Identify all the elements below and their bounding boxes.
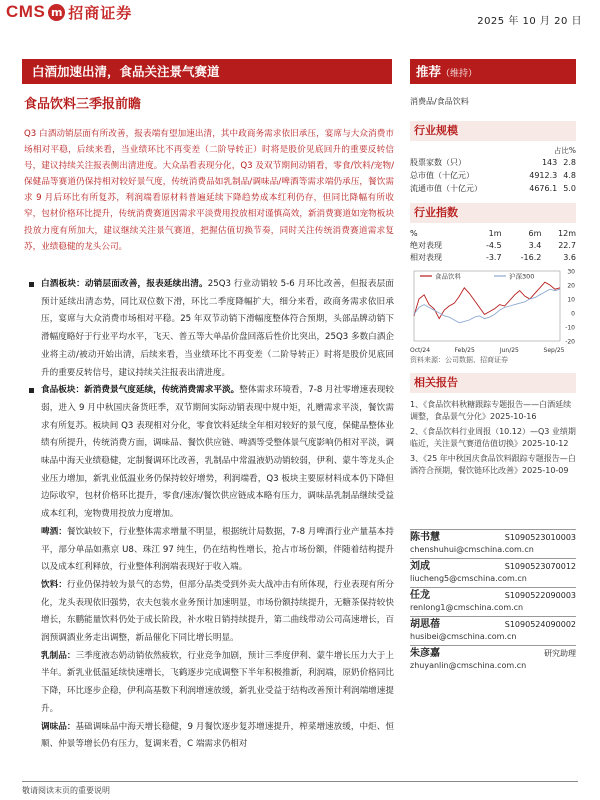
- bullet-food: [24, 382, 394, 524]
- perf-header-cell: 1m: [488, 228, 502, 238]
- analyst-card: [410, 558, 576, 587]
- y-tick-label: 30: [567, 268, 575, 276]
- scale-label: 流通市值（十亿元）: [410, 184, 482, 193]
- analyst-id: S1090523070012: [504, 562, 576, 571]
- rating-banner: [410, 59, 576, 84]
- related-reports-header: 相关报告: [410, 373, 576, 393]
- index-chart: [410, 265, 576, 355]
- scale-value: 4912.3: [529, 171, 558, 180]
- analyst-row: [410, 532, 576, 544]
- analyst-row: [410, 590, 576, 602]
- analyst-name: 朱彦嘉: [410, 648, 440, 659]
- headline-banner: 白酒加速出清，食品关注景气赛道: [22, 59, 392, 84]
- scale-value: 4676.1: [529, 184, 558, 193]
- y-tick-label: 20: [567, 282, 575, 290]
- bullet-baijiu: [24, 276, 394, 382]
- footer-note: 敬请阅读末页的重要说明: [22, 786, 110, 795]
- analyst-list: [410, 529, 576, 674]
- sub-item-beverage: [24, 577, 394, 648]
- x-tick-label: Feb/25: [454, 347, 475, 354]
- analyst-email[interactable]: zhuyanlin@cmschina.com.cn: [410, 661, 527, 670]
- bullet-text: 25Q3 行业动销较 5-6 月环比改善，但报表层面预计延续出清态势，同比双位数下滑，环比二季度降幅扩大，细分来看，政商务需求依旧承压，宴席与大众消费市场相对平稳。25 年双节动销下滑幅度整体符合预期，头部品牌动销下滑幅度略好于行业平均水平，飞天、普五等大单品价盘回落后性价比突出，25Q3 多数白酒企业将主动/被动开始出清，后续来看，当业绩环比不再变差（二阶导转正）时将是股价见底回升的重要反转信号，建议持续关注报表出清进度。: [41, 279, 394, 378]
- sub-text: 基础调味品中海天增长稳健，9 月餐饮逐步复苏增速提升，榨菜增速放缓，中炬、恒顺、仲景等增长仍有压力，复调来看，C 端需求仍相对: [41, 721, 394, 750]
- x-tick-label: Oct/24: [410, 347, 431, 354]
- report-date: 2025 年 10 月 20 日: [477, 16, 582, 27]
- perf-value: 22.7: [558, 240, 576, 250]
- scale-row: [410, 169, 576, 182]
- index-chart-svg: [410, 265, 576, 355]
- perf-label: 相对表现: [410, 252, 442, 262]
- bullet-head: 食品板块：新消费景气度延续，传统消费需求平淡。: [41, 385, 240, 396]
- sub-item-dairy: [24, 648, 394, 719]
- body-bullets: [24, 276, 394, 754]
- y-tick-label: -20: [565, 338, 575, 346]
- analyst-id: 研究助理: [544, 649, 576, 658]
- perf-value: 3.4: [528, 240, 542, 250]
- related-report-item[interactable]: 3、《25 年中秋国庆食品饮料跟踪专题报告—白酒符合预期，餐饮链环比改善》2025-10-09: [410, 454, 576, 475]
- y-tick-label: 10: [567, 296, 575, 304]
- scale-row: [410, 182, 576, 195]
- analyst-email[interactable]: husibei@cmschina.com.cn: [410, 632, 517, 641]
- sidebar: [410, 84, 576, 480]
- scale-value: 143: [541, 158, 558, 167]
- logo-chinese: 招商证券: [68, 3, 133, 22]
- perf-row: [410, 251, 576, 263]
- series-line-1: [414, 289, 560, 323]
- sub-item-condiment: [24, 719, 394, 754]
- analyst-name: 刘成: [410, 561, 430, 572]
- chart-source: 资料来源：公司数据、招商证券: [410, 356, 508, 364]
- sub-text: 行业仍保持较为景气的态势，但部分品类受到外卖大战冲击有所体现，行业表现有所分化，龙头表现依旧强势，农夫包装水业务预计加速明显，市场份额持续提升，无糖茶保持较快增长，东鹏能量饮料仍处于成长阶段，补水啦日销持续提升，第二曲线带动公司高速增长，百润预调酒业务走出调整，新品催化下同比增长明显。: [41, 579, 394, 644]
- analyst-card: [410, 587, 576, 616]
- analyst-card: [410, 529, 576, 558]
- legend-label: 沪深300: [509, 272, 535, 281]
- perf-value: 3.6: [563, 252, 576, 262]
- analyst-id: S1090522090003: [504, 591, 576, 600]
- report-title: 食品饮料三季报前瞻: [24, 97, 142, 112]
- sub-item-beer: [24, 524, 394, 577]
- analyst-row: [410, 561, 576, 573]
- performance-table: [410, 227, 576, 263]
- sub-head: 调味品：: [41, 721, 76, 732]
- sub-text: 三季度液态奶动销依然疲软，行业竞争加剧，预计三季度伊利、蒙牛增长压力大于上半年。新乳业低温延续快速增长，飞鹤逐步完成调整下半年积极推新，利润端，原奶价格同比下降，环比逐步企稳，伊利高基数下利润增速放缓，新乳业受益于结构改善预计利润端增速提升。: [41, 650, 394, 714]
- scale-pct: 4.8: [563, 171, 576, 180]
- industry-scale-header: 行业规模: [410, 121, 576, 141]
- x-tick-label: Jun/25: [499, 347, 519, 354]
- summary-paragraph: Q3 白酒动销层面有所改善，报表端有望加速出清，其中政商务需求依旧承压，宴席与大众消费市场相对平稳，后续来看，当业绩环比不再变差（二阶导转正）时将是股价见底回升的重要反转信号，建议持续关注报表侧出清进度。大众品看表现分化，Q3 及双节期间动销看，零食/饮料/宠物/保健品等赛道仍保持相对较好景气度，传统消费品如乳制品/调味品/啤酒等需求端仍承压，餐饮需求 9 月后环比有所复苏，利润端看原材料普遍延续下降趋势成本红利仍存，但同比降幅有所收窄，包材价格环比提升，传统消费赛道因需求平淡费用投放相对谨慎高效，新消费赛道如宠物板块投放力度有所加大，建议继续关注景气赛道，把握估值切换节奏，同时关注传统消费赛道需求复苏，业绩稳健的龙头公司。: [24, 129, 394, 252]
- related-reports-list: [410, 399, 576, 476]
- scale-row: [410, 156, 576, 169]
- perf-row: [410, 239, 576, 251]
- analyst-name: 胡思蓓: [410, 619, 440, 630]
- analyst-row: [410, 619, 576, 631]
- sector-label: 消费品/食品饮料: [410, 97, 469, 106]
- analyst-card: [410, 616, 576, 645]
- perf-header-cell: %: [410, 228, 418, 238]
- sub-head: 饮料：: [41, 579, 67, 590]
- analyst-name: 任龙: [410, 590, 430, 601]
- analyst-card: [410, 645, 576, 674]
- analyst-email[interactable]: chenshuhui@cmschina.com.cn: [410, 545, 534, 554]
- scale-label: 总市值（十亿元）: [410, 171, 474, 180]
- cms-logo: [6, 0, 132, 24]
- page-header: [0, 0, 600, 40]
- y-tick-label: 0: [571, 310, 575, 318]
- rating-label: 推荐: [416, 64, 442, 79]
- perf-header-cell: 6m: [528, 228, 542, 238]
- industry-scale-table: [410, 156, 576, 195]
- analyst-email[interactable]: liucheng5@cmschina.com.cn: [410, 574, 527, 583]
- analyst-id: S1090524090002: [504, 620, 576, 629]
- chart-frame: [414, 271, 560, 341]
- logo-latin: CMS: [6, 2, 46, 21]
- analyst-row: [410, 648, 576, 660]
- perf-value: -4.5: [485, 240, 502, 250]
- perf-label: 绝对表现: [410, 240, 442, 250]
- scale-pct: 5.0: [563, 184, 576, 193]
- legend-label: 食品饮料: [435, 272, 461, 281]
- x-tick-label: Sep/25: [543, 347, 565, 354]
- sub-text: 餐饮缺较下，行业整体需求增量不明显，根据统计局数据，7-8 月啤酒行业产量基本持平，部分单品如燕京 U8、珠江 97 纯生，仍在结构性增长，抢占市场份额，伴随着结构提升以及成本红利释放，行业整体利润端表现好于收入端。: [41, 526, 394, 573]
- logo-mark-icon: m: [48, 4, 65, 21]
- scale-unit: 占比%: [553, 146, 576, 155]
- related-report-item[interactable]: 1、《食品饮料秋糖跟踪专题报告——白酒延续调整，食品景气分化》2025-10-16: [410, 400, 572, 421]
- scale-label: 股票家数（只）: [410, 158, 466, 167]
- analyst-email[interactable]: renlong1@cmschina.com.cn: [410, 603, 524, 612]
- industry-index-header: 行业指数: [410, 203, 576, 223]
- rating-note: （维持）: [441, 69, 478, 79]
- perf-header-cell: 12m: [558, 228, 576, 238]
- analyst-name: 陈书慧: [410, 532, 440, 543]
- analyst-id: S1090523010003: [504, 533, 576, 542]
- related-report-item[interactable]: 2、《食品饮料行业周报（10.12）—Q3 业绩期临近，关注景气赛道估值切换》2025-10-12: [410, 427, 576, 448]
- bullet-text: 整体需求环境看，7-8 月社零增速表现较弱，进入 9 月中秋国庆备货旺季，双节期间实际动销表现中规中矩，礼赠需求平淡，餐饮需求有所复苏。板块间 Q3 表现相对分化，零食饮料延续全年相对较好的景气度，保健品整体业绩有所提升，传统消费方面，调味品、餐饮供应链、啤酒等受整体景气度影响仍相对平淡，调味品中海天业绩稳健，定制餐调环比改善，乳制品中常温液奶动销较弱，伊利、蒙牛等龙头企业压力增加，新乳业低温业务仍保持较好增势，利润端看，Q3 板块主要原材料成本仍下降但边际收窄，包材价格环比提升，零食/速冻/餐饮供应链成本略有压力，调味品乳制品继续受益成本红利，宠物费用投放力度增加。: [41, 385, 394, 520]
- scale-pct: 2.8: [563, 158, 576, 167]
- series-line-0: [414, 282, 560, 318]
- footer-divider: [22, 781, 578, 782]
- sub-head: 啤酒：: [41, 526, 67, 537]
- perf-value: -16.2: [520, 252, 542, 262]
- bullet-head: 白酒板块：动销层面改善，报表延续出清。: [41, 279, 208, 289]
- y-tick-label: -10: [565, 324, 575, 332]
- sub-head: 乳制品：: [41, 650, 76, 661]
- perf-value: -3.7: [485, 252, 502, 262]
